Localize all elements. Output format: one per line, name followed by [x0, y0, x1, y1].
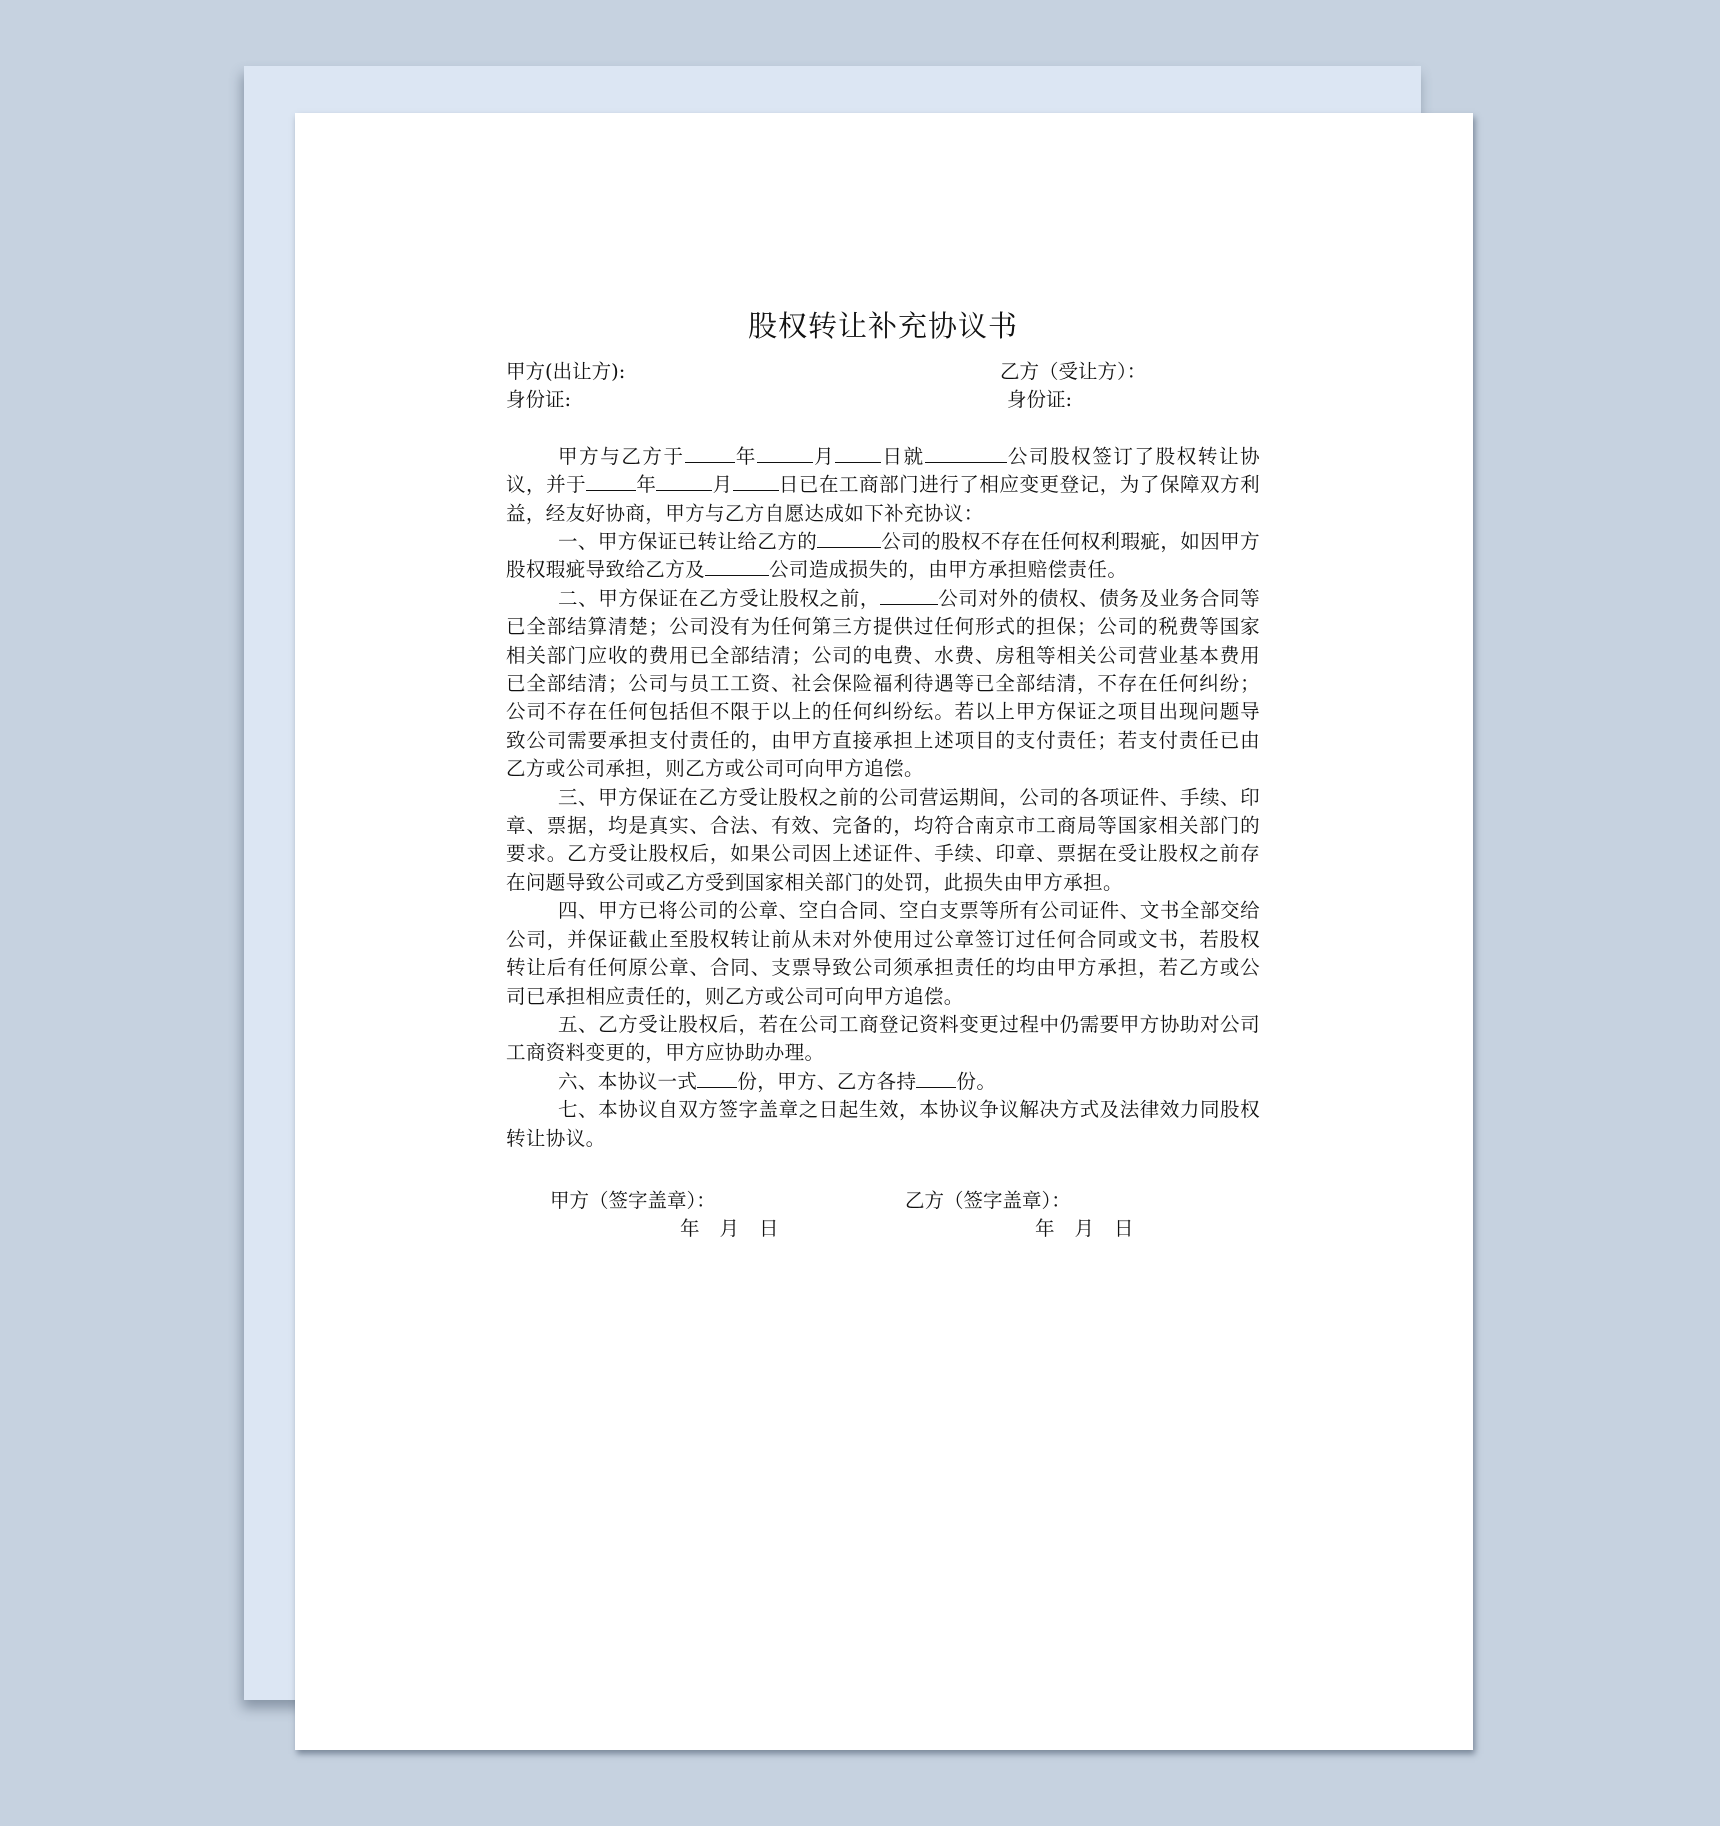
- document-title: 股权转让补充协议书: [747, 309, 1018, 343]
- text: 公司造成损失的，由甲方承担赔偿责任。: [769, 558, 1128, 582]
- blank-field-year[interactable]: [685, 444, 735, 463]
- blank-field-company[interactable]: [817, 529, 881, 548]
- party-a-label: 甲方(出让方):: [506, 360, 626, 383]
- text: 公司的股权不存在任何权利瑕疵，如因甲方股权瑕疵导致给乙方及: [506, 530, 1260, 582]
- clause-6: [506, 1068, 1260, 1096]
- party-b-date: [905, 1215, 1260, 1243]
- blank-field-company[interactable]: [925, 444, 1007, 463]
- month-label: 月: [1074, 1217, 1095, 1241]
- text: 公司对外的债权、债务及业务合同等已全部结算清楚；公司没有为任何第三方提供过任何形式的担保；公司的税费等国家相关部门应收的费用已全部结清；公司的电费、水费、房租等相关公司营业基本费用已全部结清；公司与员工工资、社会保险福利待遇等已全部结清，不存在任何纠纷；公司不存在任何包括但不限于以上的任何纠纷纭。若以上甲方保证之项目出现问题导致公司需要承担支付责任的，由甲方直接承担上述项目的支付责任；若支付责任已由乙方或公司承担，则乙方或公司可向甲方追偿。: [506, 586, 1260, 781]
- clause-4: 四、甲方已将公司的公章、空白合同、空白支票等所有公司证件、文书全部交给公司，并保证截止至股权转让前从未对外使用过公章签订过任何合同或文书，若股权转让后有任何原公章、合同、支票导致公司须承担责任的均由甲方承担，若乙方或公司已承担相应责任的，则乙方或公司可向甲方追偿。: [506, 899, 1260, 1008]
- month-label: 月: [719, 1217, 740, 1241]
- text: 日已在工商部门进行了相应变更登记，为了保障双方利益，经友好协商，甲方与乙方自愿达成如下补充协议：: [506, 473, 1260, 525]
- intro-paragraph: [506, 443, 1260, 528]
- blank-field-day[interactable]: [835, 444, 881, 463]
- clause-1: [506, 528, 1260, 585]
- text: 月: [812, 444, 836, 468]
- party-b-label: 乙方（受让方）：: [1000, 360, 1147, 383]
- year-label: 年: [1035, 1217, 1055, 1241]
- blank-field-year-2[interactable]: [586, 472, 636, 491]
- text: 日就: [881, 444, 925, 468]
- id-row: [506, 386, 1260, 414]
- clause-5: 五、乙方受让股权后，若在公司工商登记资料变更过程中仍需要甲方协助对公司工商资料变更的，甲方应协助办理。: [506, 1012, 1260, 1065]
- blank-field-copies[interactable]: [697, 1069, 737, 1088]
- party-b-signature-label: 乙方（签字盖章）：: [905, 1188, 1071, 1212]
- clause-2: [506, 585, 1260, 784]
- blank-field-copies-each[interactable]: [916, 1069, 956, 1088]
- day-label: 日: [1114, 1217, 1134, 1241]
- text: 份。: [956, 1069, 997, 1093]
- party-b-signature: [905, 1187, 1260, 1244]
- blank-field-month-2[interactable]: [656, 472, 712, 491]
- text: 六、本协议一式: [558, 1069, 698, 1093]
- blank-field-company[interactable]: [880, 586, 938, 605]
- day-label: 日: [759, 1217, 779, 1241]
- party-a-signature-label: 甲方（签字盖章）：: [550, 1188, 716, 1212]
- clause-3: 三、甲方保证在乙方受让股权之前的公司营运期间，公司的各项证件、手续、印章、票据，均是真实、合法、有效、完备的，均符合南京市工商局等国家相关部门的要求。乙方受让股权后，如果公司因上述证件、手续、印章、票据在受让股权之前存在问题导致公司或乙方受到国家相关部门的处罚，此损失由甲方承担。: [506, 785, 1260, 894]
- blank-field-day-2[interactable]: [733, 472, 779, 491]
- text: 份，甲方、乙方各持: [737, 1069, 917, 1093]
- party-row: [506, 358, 1260, 386]
- spacer: [506, 415, 1260, 443]
- text: 甲方与乙方于: [558, 444, 685, 468]
- party-a-id-label: 身份证:: [506, 388, 572, 412]
- text: 公司股权签订了股权转让协议，并于: [506, 444, 1260, 497]
- text: 月: [712, 473, 733, 497]
- party-b-id-label: 身份证:: [1007, 388, 1073, 412]
- party-a-signature: [506, 1187, 905, 1244]
- text: 二、甲方保证在乙方受让股权之前，: [558, 586, 880, 610]
- clause-7: 七、本协议自双方签字盖章之日起生效，本协议争议解决方式及法律效力同股权转让协议。: [506, 1098, 1260, 1150]
- text: 一、甲方保证已转让给乙方的: [558, 530, 818, 553]
- blank-field-company[interactable]: [705, 557, 769, 576]
- year-label: 年: [680, 1217, 700, 1241]
- document-content: [506, 306, 1260, 1244]
- signature-block: [506, 1187, 1260, 1244]
- text: 年: [734, 444, 757, 468]
- blank-field-month[interactable]: [757, 444, 813, 463]
- text: 年: [636, 473, 657, 497]
- party-a-date: [550, 1215, 905, 1243]
